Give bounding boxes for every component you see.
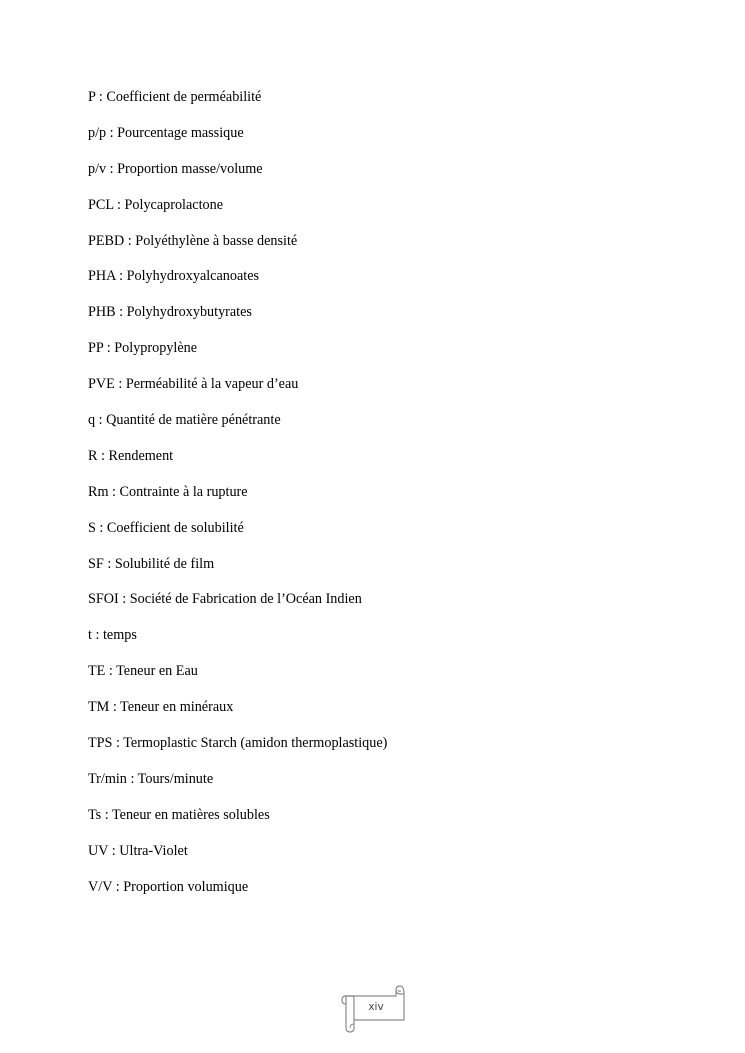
abbreviation-item: R : Rendement [88,447,174,464]
abbreviation-item: TE : Teneur en Eau [88,663,198,680]
abbreviation-item: q : Quantité de matière pénétrante [88,412,281,429]
abbreviation-item: PVE : Perméabilité à la vapeur d’eau [88,376,299,393]
page-footer [338,982,408,1034]
abbreviation-item: PHB : Polyhydroxybutyrates [88,304,252,321]
abbreviation-item: Ts : Teneur en matières solubles [88,806,270,823]
abbreviation-item: TM : Teneur en minéraux [88,699,234,716]
abbreviation-item: P : Coefficient de perméabilité [88,89,262,105]
abbreviation-item: t : temps [88,627,137,644]
abbreviation-item: PCL : Polycaprolactone [88,196,224,213]
abbreviation-item: Rm : Contrainte à la rupture [88,483,248,500]
abbreviation-list [88,88,387,913]
abbreviation-item: TPS : Termoplastic Starch (amidon thermoplastique) [88,735,388,752]
abbreviation-item: V/V : Proportion volumique [88,878,249,895]
abbreviation-item: PP : Polypropylène [88,340,198,357]
abbreviation-item: SF : Solubilité de film [88,555,215,572]
abbreviation-item: p/v : Proportion masse/volume [88,160,263,177]
abbreviation-item: PHA : Polyhydroxyalcanoates [88,268,260,285]
abbreviation-item: p/p : Pourcentage massique [88,124,244,141]
abbreviation-item: Tr/min : Tours/minute [88,770,214,787]
abbreviation-item: S : Coefficient de solubilité [88,519,244,536]
page-number: xiv [368,1001,384,1013]
abbreviation-item: PEBD : Polyéthylène à basse densité [88,232,298,249]
abbreviation-item: SFOI : Société de Fabrication de l’Océan Indien [88,591,362,608]
abbreviation-item: UV : Ultra-Violet [88,842,188,859]
